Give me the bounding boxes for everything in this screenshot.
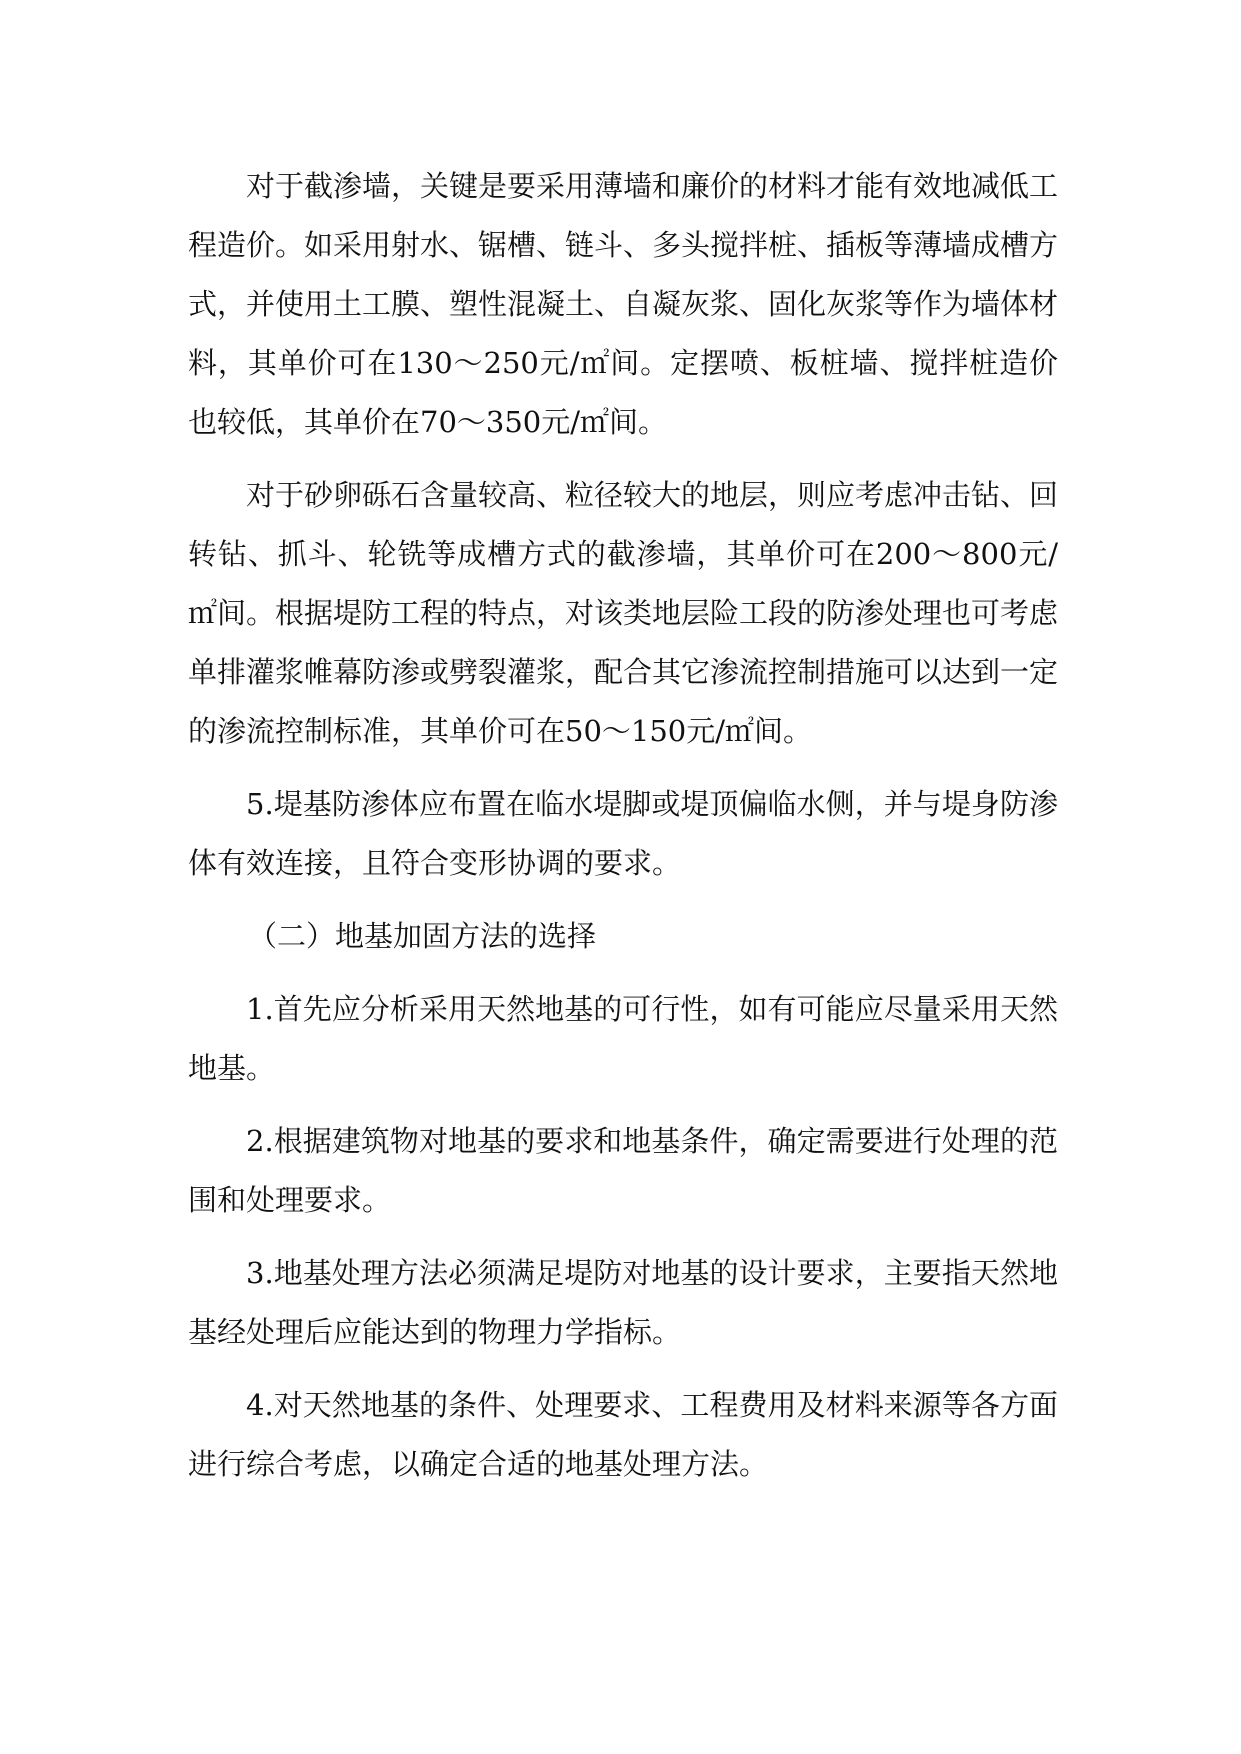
document-body xyxy=(188,157,1058,1508)
list-item: 4.对天然地基的条件、处理要求、工程费用及材料来源等各方面进行综合考虑，以确定合适的地基处理方法。 xyxy=(188,1388,1058,1481)
section-heading: （二）地基加固方法的选择 xyxy=(248,919,597,953)
paragraph-cutoff-wall: 对于截渗墙，关键是要采用薄墙和廉价的材料才能有效地减低工程造价。如采用射水、锯槽、链斗、多头搅拌桩、插板等薄墙成槽方式，并使用土工膜、塑性混凝土、自凝灰浆、固化灰浆等作为墙体材料，其单价可在130～250元/㎡间。定摆喷、板桩墙、搅拌桩造价也较低，其单价在70～350元/㎡间。 xyxy=(188,169,1059,439)
paragraph-item-5: 5.堤基防渗体应布置在临水堤脚或堤顶偏临水侧，并与堤身防渗体有效连接，且符合变形协调的要求。 xyxy=(188,787,1058,880)
paragraph-gravel-stratum: 对于砂卵砾石含量较高、粒径较大的地层，则应考虑冲击钻、回转钻、抓斗、轮铣等成槽方式的截渗墙，其单价可在200～800元/㎡间。根据堤防工程的特点，对该类地层险工段的防渗处理也可考虑单排灌浆帷幕防渗或劈裂灌浆，配合其它渗流控制措施可以达到一定的渗流控制标准，其单价可在50～150元/㎡间。 xyxy=(188,478,1059,748)
list-item: 2.根据建筑物对地基的要求和地基条件，确定需要进行处理的范围和处理要求。 xyxy=(188,1124,1058,1217)
list-item: 1.首先应分析采用天然地基的可行性，如有可能应尽量采用天然地基。 xyxy=(188,992,1058,1085)
list-item: 3.地基处理方法必须满足堤防对地基的设计要求，主要指天然地基经处理后应能达到的物理力学指标。 xyxy=(188,1256,1058,1349)
